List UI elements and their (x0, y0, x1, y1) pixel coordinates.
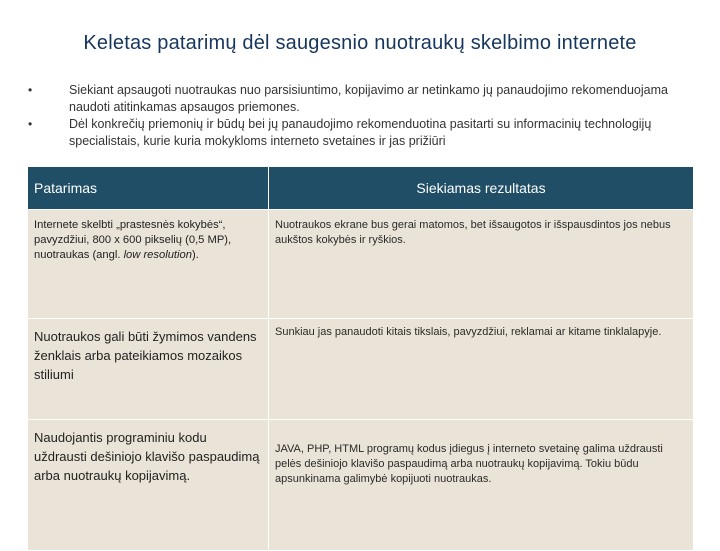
column-header-result: Siekiamas rezultatas (269, 167, 694, 210)
intro-bullet-list (28, 82, 688, 150)
bullet-item (28, 116, 688, 150)
column-header-tip: Patarimas (28, 167, 269, 210)
table-row (28, 420, 694, 551)
tip-cell: Naudojantis programiniu kodu uždrausti dešiniojo klavišo paspaudimą arba nuotraukų kopijavimą. (28, 420, 269, 551)
result-cell: JAVA, PHP, HTML programų kodus įdiegus į interneto svetainę galima uždrausti pelės dešiniojo klavišo paspaudimą arba nuotraukų kopijavimą. Tokiu būdu apsunkinama galimybė kopijuoti nuotraukas. (269, 420, 694, 551)
bullet-dot: • (28, 83, 33, 97)
bullet-item (28, 82, 688, 116)
result-cell: Sunkiau jas panaudoti kitais tikslais, pavyzdžiui, reklamai ar kitame tinklalapyje. (269, 319, 694, 420)
tip-cell: Nuotraukos gali būti žymimos vandens ženklais arba pateikiamos mozaikos stiliumi (28, 319, 269, 420)
bullet-text: Dėl konkrečių priemonių ir būdų bei jų panaudojimo rekomenduotina pasitarti su informacinių technologijų specialistais, kurie kuria mokykloms interneto svetaines ir jas prižiūri (69, 117, 652, 148)
bullet-dot: • (28, 117, 33, 131)
tip-cell (28, 210, 269, 319)
tip-text: Internete skelbti „prastesnės kokybės“, pavyzdžiui, 800 x 600 pikselių (0,5 MP), nuotraukas (angl. (34, 219, 232, 261)
table-row (28, 319, 694, 420)
table-header-row (28, 167, 694, 210)
tip-italic-text: low resolution (123, 249, 192, 261)
bullet-text: Siekiant apsaugoti nuotraukas nuo parsisiuntimo, kopijavimo ar netinkamo jų panaudojimo rekomenduojama naudoti atitinkamas apsaugos priemones. (69, 83, 668, 114)
tip-text-end: ). (191, 249, 199, 261)
tips-table (27, 166, 694, 551)
result-cell: Nuotraukos ekrane bus gerai matomos, bet išsaugotos ir išspausdintos jos nebus aukštos kokybės ir ryškios. (269, 210, 694, 319)
table-row (28, 210, 694, 319)
page-title: Keletas patarimų dėl saugesnio nuotraukų skelbimo internete (83, 32, 637, 54)
